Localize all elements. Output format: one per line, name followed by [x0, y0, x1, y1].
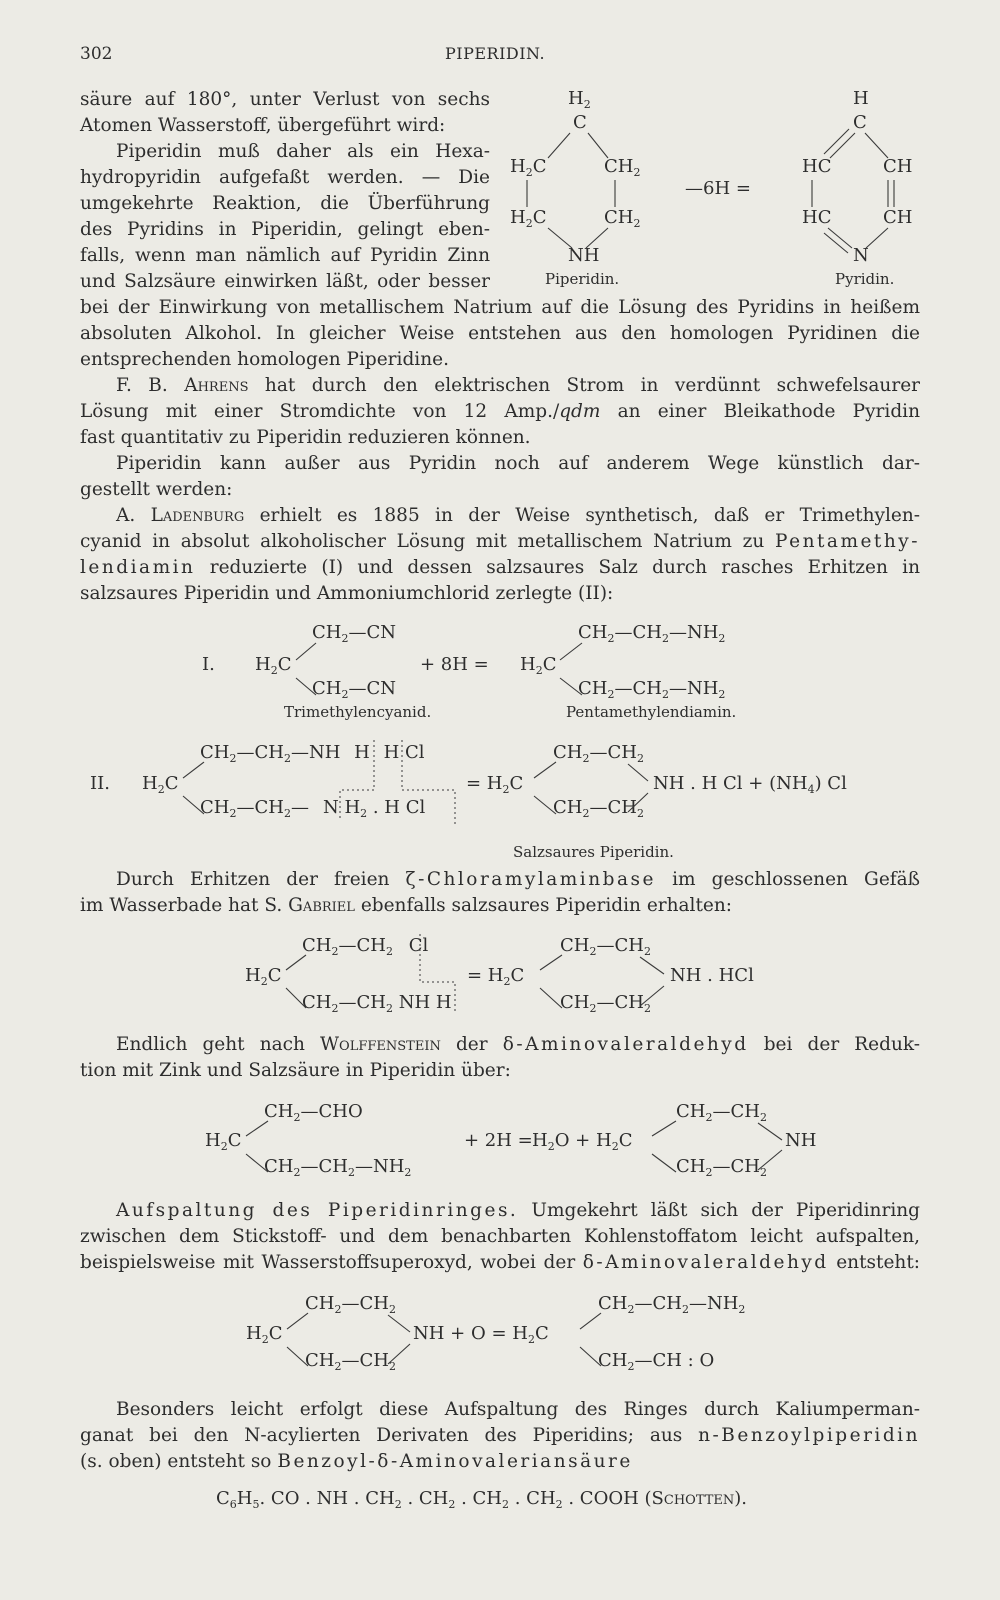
caption: Salzsaures Piperidin.: [513, 843, 674, 861]
bond: [540, 955, 562, 970]
bond: [830, 133, 855, 158]
atom-label: $CH_2$: [604, 156, 641, 179]
piperidin-label: Piperidin.: [545, 270, 620, 288]
formula-part: $CH_2—CH_2$: [553, 742, 644, 765]
text-line: Besonders leicht erfolgt diese Aufspaltung des Ringes durch Kaliumperman-: [116, 1399, 920, 1420]
bond: [560, 643, 582, 660]
bond: [828, 228, 852, 248]
bond: [865, 133, 888, 158]
formula-part: $CH_2—CH_2—NH_2$: [578, 622, 726, 645]
author-name: A. Ladenburg: [116, 505, 245, 526]
text-span: erhielt es 1885 in der Weise synthetisch, daß er Trimethylen-: [259, 505, 920, 526]
section-heading: Aufspaltung des Piperidinringes.: [116, 1200, 519, 1221]
bond: [652, 1121, 676, 1136]
formula-part: $CH_2—CH_2$: [676, 1101, 767, 1124]
text-span: Endlich geht nach: [116, 1034, 305, 1055]
atom-label: HC: [802, 156, 832, 177]
atom-label: C: [573, 112, 587, 133]
atom-label: $H_2C$: [510, 207, 547, 230]
atom-label: CH: [883, 156, 913, 177]
bond: [388, 1315, 410, 1332]
text-span: bei der Reduk-: [763, 1034, 921, 1055]
bond: [652, 1154, 676, 1172]
bond: [287, 1347, 308, 1366]
text-span: reduzierte (I) und dessen salzsaures Salz durch rasches Erhitzen in: [209, 557, 920, 578]
formula-part: $H_2C$: [246, 1323, 283, 1346]
equation-label: II.: [90, 773, 110, 794]
spaced-term: δ-Aminovaleraldehyd: [502, 1034, 749, 1055]
text-line: umgekehrte Reaktion, die Überführung: [80, 193, 490, 214]
formula-part: $CH_2—CH_2$ NH H: [302, 992, 452, 1015]
author-name: Gabriel: [288, 895, 355, 916]
text-span: ebenfalls salzsaures Piperidin erhalten:: [360, 895, 732, 916]
bond: [588, 133, 608, 158]
bond: [534, 762, 556, 778]
spaced-term: Benzoyl-δ-Aminovaleriansäure: [277, 1451, 633, 1472]
text-span: entsteht:: [836, 1252, 920, 1273]
formula-part: NH . H $Cl + (NH_4)$ Cl: [653, 773, 847, 796]
bond: [246, 1154, 268, 1172]
text-line: Piperidin muß daher als ein Hexa-: [116, 141, 490, 162]
text-span: (s. oben) entsteht so: [80, 1451, 272, 1472]
text-line: Piperidin kann außer aus Pyridin noch auf anderem Wege künstlich dar-: [116, 453, 920, 474]
formula-part: $CH_2—CH_2—NH_2$: [578, 678, 726, 701]
spaced-term: ζ-Chloramylaminbase: [405, 869, 656, 890]
formula-part: $CH_2—CH$ : O: [598, 1350, 715, 1373]
atom-label: $CH_2$: [604, 207, 641, 230]
bond: [824, 233, 848, 253]
atom-label: CH: [883, 207, 913, 228]
formula-part: $H_2C$: [245, 965, 282, 988]
text-span: beispielsweise mit Wasserstoffsuperoxyd, wobei der: [80, 1252, 576, 1273]
formula-part: $CH_2—CH_2$: [560, 992, 651, 1015]
text-line: absoluten Alkohol. In gleicher Weise entstehen aus den homologen Pyridinen die: [80, 323, 920, 344]
text-line: Atomen Wasserstoff, übergeführt wird:: [80, 115, 446, 136]
bond: [580, 1347, 601, 1366]
bond: [183, 762, 204, 778]
bond: [286, 988, 306, 1008]
text-span: im Wasserbade hat S.: [80, 895, 283, 916]
formula-part: $H_2C$: [205, 1130, 242, 1153]
spaced-term: lendiamin: [80, 557, 196, 578]
formula-part: $CH_2—CN$: [312, 622, 397, 645]
bond: [548, 228, 572, 248]
formula-part: $CH_2—CH_2—NH_2$: [598, 1293, 746, 1316]
text-span: der: [455, 1034, 488, 1055]
atom-label: C: [853, 112, 867, 133]
text-line: bei der Einwirkung von metallischem Natrium auf die Lösung des Pyridins in heißem: [80, 297, 920, 318]
equation-label: I.: [202, 654, 215, 675]
dotted-bracket: [340, 740, 374, 820]
bond: [628, 764, 648, 781]
bond: [560, 678, 582, 695]
formula-part: $CH_2—CH_2$ Cl: [302, 935, 429, 958]
bond: [640, 986, 664, 1006]
bond: [246, 1121, 268, 1136]
caption: Trimethylencyanid.: [284, 703, 432, 721]
bond: [824, 129, 849, 154]
text-line: säure auf 180°, unter Verlust von sechs: [80, 89, 490, 110]
text-span: Umgekehrt läßt sich der Piperidinring: [531, 1200, 920, 1221]
bond: [183, 796, 204, 814]
formula-part: $CH_2—CH_2$: [305, 1293, 396, 1316]
formula-part: $CH_2—CH_2—$ N $H_2$ . H Cl: [200, 797, 426, 820]
formula-part: NH: [785, 1130, 817, 1151]
plus-2h: + 2H =: [464, 1130, 533, 1151]
formula-part: = $H_2C$: [467, 965, 525, 988]
caption: Pentamethylendiamin.: [566, 703, 737, 721]
formula-part: $CH_2—CH_2—NH_2$: [264, 1156, 412, 1179]
formula-part: $CH_2—CH_2$: [560, 935, 651, 958]
spaced-term: n-Benzoylpiperidin: [698, 1425, 921, 1446]
text-line: tion mit Zink und Salzsäure in Piperidin über:: [80, 1060, 511, 1081]
text-span: im geschlossenen Gefäß: [672, 869, 921, 890]
formula-part: $H_2O + H_2C$: [532, 1130, 633, 1153]
formula-part: $H_2C$: [520, 654, 557, 677]
text-line: Lösung mit einer Stromdichte von 12 Amp./qdm an einer Bleikathode Pyridin: [80, 401, 920, 422]
running-title: PIPERIDIN.: [445, 44, 546, 63]
bond: [628, 793, 648, 812]
text-span: ganat bei den N-acylierten Derivaten des Piperidins; aus: [80, 1425, 683, 1446]
formula-part: = $H_2C$: [466, 773, 524, 796]
formula-part: $CH_2—CH_2$: [553, 797, 644, 820]
dotted-bracket: [420, 934, 455, 1014]
bond: [580, 1313, 601, 1329]
bond: [296, 678, 316, 695]
author-name: Wolffenstein: [320, 1034, 441, 1055]
formula-text: . CO . NH . CH: [259, 1488, 395, 1509]
text-line: falls, wenn man nämlich auf Pyridin Zinn: [80, 245, 490, 266]
bond: [586, 228, 608, 248]
formula-part: NH . HCl: [670, 965, 754, 986]
formula-part: NH + $O = H_2C$: [413, 1323, 549, 1346]
dotted-bracket: [402, 740, 455, 824]
atom-label: HC: [802, 207, 832, 228]
text-line: zwischen dem Stickstoff- und dem benachbarten Kohlenstoffatom leicht aufspalten,: [80, 1226, 920, 1247]
pyridin-label: Pyridin.: [835, 270, 895, 288]
atom-label: H: [853, 88, 869, 109]
text-line: entsprechenden homologen Piperidine.: [80, 349, 449, 370]
formula-part: $CH_2—CHO$: [264, 1101, 363, 1124]
bond: [388, 1344, 410, 1364]
text-line: salzsaures Piperidin und Ammoniumchlorid zerlegte (II):: [80, 583, 614, 604]
plus-8h: + 8H =: [420, 654, 489, 675]
text-line: gestellt werden:: [80, 479, 233, 500]
minus-6h: —6H =: [685, 178, 751, 199]
bond: [640, 957, 664, 974]
bond: [534, 796, 556, 814]
atom-label: N: [853, 245, 869, 266]
bond: [866, 228, 888, 248]
formula-part: $CH_2—CH_2—NH$ H H Cl: [200, 742, 425, 765]
bond: [286, 955, 306, 970]
bond: [548, 133, 570, 158]
spaced-term: Pentamethy-: [775, 531, 920, 552]
text-span: cyanid in absolut alkoholischer Lösung mit metallischem Natrium zu: [80, 531, 765, 552]
bond: [758, 1150, 782, 1170]
bond: [287, 1313, 308, 1329]
final-formula: $C_6H_5$. CO . NH . $CH_2$ . $CH_2$ . $CH_2$ . $CH_2$ . COOH (Schotten).: [216, 1488, 748, 1511]
text-span: Durch Erhitzen der freien: [116, 869, 390, 890]
text-line: und Salzsäure einwirken läßt, oder besser: [80, 271, 490, 292]
formula-part: $H_2C$: [255, 654, 292, 677]
author-name: Schotten: [651, 1488, 735, 1509]
page-number: 302: [80, 44, 113, 64]
formula-part: $CH_2—CH_2$: [676, 1156, 767, 1179]
text-line: fast quantitativ zu Piperidin reduzieren können.: [80, 427, 531, 448]
spaced-term: δ-Aminovaleraldehyd: [582, 1252, 829, 1273]
formula-part: $CH_2—CN$: [312, 678, 397, 701]
formula-part: $CH_2—CH_2$: [305, 1350, 396, 1373]
bond: [540, 988, 562, 1008]
text-line: F. B. Ahrens hat durch den elektrischen Strom in verdünnt schwefelsaurer: [116, 375, 920, 396]
atom-label: $H_2C$: [510, 156, 547, 179]
text-line: hydropyridin aufgefaßt werden. — Die: [80, 167, 490, 188]
bond: [296, 643, 316, 660]
text-line: des Pyridins in Piperidin, gelingt eben-: [80, 219, 490, 240]
atom-label: $H_2$: [568, 88, 591, 111]
bond: [758, 1123, 782, 1140]
formula-part: $H_2C$: [142, 773, 179, 796]
atom-label: NH: [568, 245, 600, 266]
